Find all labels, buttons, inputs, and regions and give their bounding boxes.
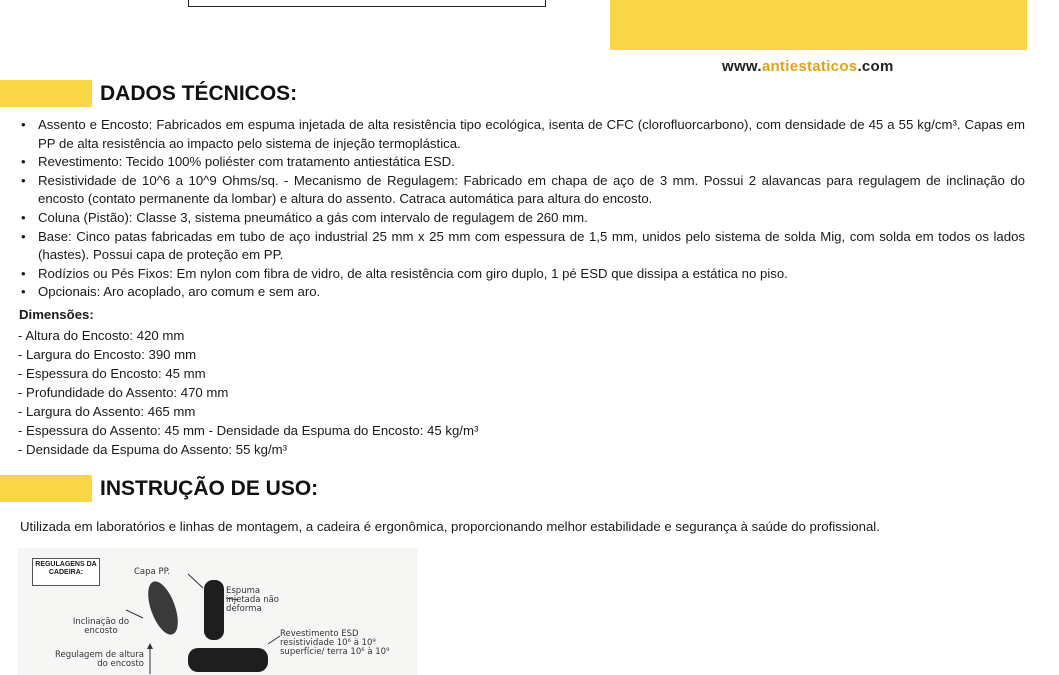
pointer-line xyxy=(188,574,203,588)
arrow-head-icon xyxy=(147,643,153,649)
header-banner xyxy=(610,0,1027,50)
dimension-item: - Largura do Encosto: 390 mm xyxy=(18,347,197,362)
spec-item: • Opcionais: Aro acoplado, aro comum e sem aro. xyxy=(20,283,1025,302)
label-revestimento: Revestimento ESD resistividade 10⁶ à 10⁹ superfície/ terra 10⁶ à 10⁹ xyxy=(280,629,390,657)
backrest-side-shape xyxy=(142,578,184,639)
dimension-item: - Espessura do Assento: 45 mm - Densidade da Espuma do Encosto: 45 kg/m³ xyxy=(18,423,479,438)
label-inclinacao: Inclinação do encosto xyxy=(72,617,130,636)
pointer-line xyxy=(268,636,280,644)
section-accent-bar xyxy=(0,475,92,502)
dimension-item: - Altura do Encosto: 420 mm xyxy=(18,328,185,343)
dimensions-list xyxy=(18,326,478,459)
usage-text: Utilizada em laboratórios e linhas de montagem, a cadeira é ergonômica, proporcionando melhor estabilidade e segurança à saúde do profissional. xyxy=(20,519,880,534)
dimension-item: - Profundidade do Assento: 470 mm xyxy=(18,385,229,400)
section-accent-bar xyxy=(0,80,92,107)
seat-shape xyxy=(188,648,268,672)
dimension-item: - Espessura do Encosto: 45 mm xyxy=(18,366,206,381)
chair-adjustment-diagram xyxy=(18,548,418,675)
spec-item: • Revestimento: Tecido 100% poliéster com tratamento antiestática ESD. xyxy=(20,153,1025,172)
label-regulagem: Regulagem de altura do encosto xyxy=(54,650,144,669)
usage-section-title: INSTRUÇÃO DE USO: xyxy=(100,477,319,500)
tech-section-title: DADOS TÉCNICOS: xyxy=(100,82,298,105)
top-frame-border xyxy=(188,0,546,7)
tech-spec-list xyxy=(20,116,1025,302)
spec-item: • Assento e Encosto: Fabricados em espuma injetada de alta resistência tipo ecológica, isenta de CFC (clorofluorcarbono), com densidade de 45 a 55 kg/cm³. Capas em PP de alta resistência ao impacto pelo sistema de injeção termoplástica. xyxy=(20,116,1025,153)
spec-item: • Base: Cinco patas fabricadas em tubo de aço industrial 25 mm x 25 mm com espessura de 1,5 mm, unidos pelo sistema de solda Mig, com solda em todos os lados (hastes). Possui capa de proteção em PP. xyxy=(20,228,1025,265)
dimensions-title: Dimensões: xyxy=(19,307,94,322)
label-espuma: Espuma injetada não deforma xyxy=(226,586,279,614)
dimension-item: - Largura do Assento: 465 mm xyxy=(18,404,196,419)
website-brand: antiestaticos xyxy=(761,58,858,75)
dimension-item: - Densidade da Espuma do Assento: 55 kg/m³ xyxy=(18,442,288,457)
spec-item: • Rodízios ou Pés Fixos: Em nylon com fibra de vidro, de alta resistência com giro duplo, 1 pé ESD que dissipa a estática no piso. xyxy=(20,265,1025,284)
website-suffix: .com xyxy=(857,58,894,75)
spec-item: • Resistividade de 10^6 a 10^9 Ohms/sq. - Mecanismo de Regulagem: Fabricado em chapa de aço de 3 mm. Possui 2 alavancas para regulagem de inclinação do encosto (contato permanente da lombar) e altura do assento. Catraca automática para altura do encosto. xyxy=(20,172,1025,209)
spec-item: • Coluna (Pistão): Classe 3, sistema pneumático a gás com intervalo de regulagem de 260 mm. xyxy=(20,209,1025,228)
backrest-shape xyxy=(204,580,224,640)
website-prefix: www. xyxy=(722,58,762,75)
diagram-title-box: REGULAGENS DA CADEIRA: xyxy=(32,558,100,586)
label-capa: Capa PP. xyxy=(134,567,171,577)
website-url[interactable] xyxy=(722,58,894,75)
